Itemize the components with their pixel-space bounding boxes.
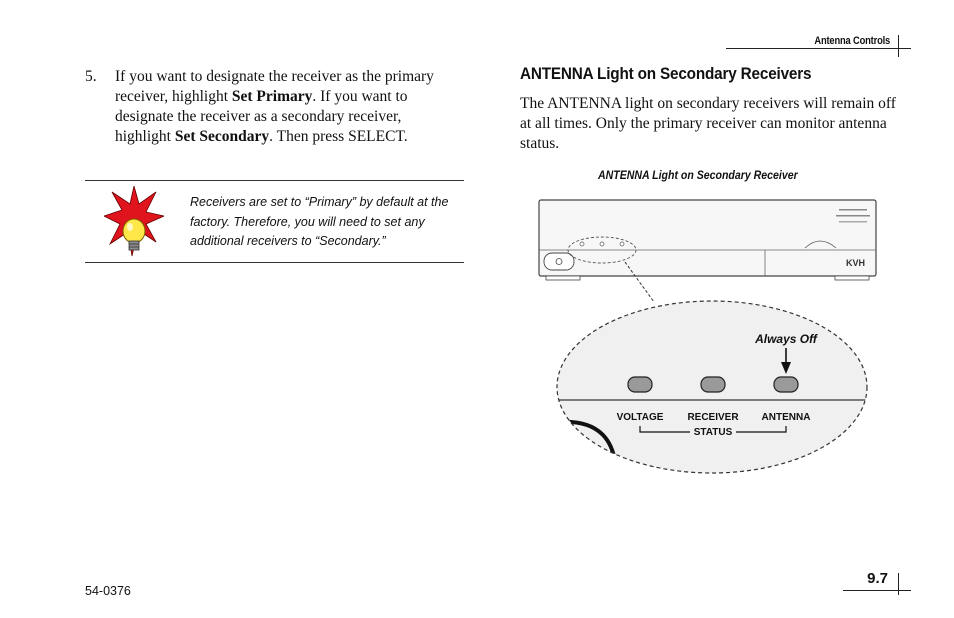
always-off-callout: Always Off (755, 332, 817, 346)
power-button (544, 253, 574, 270)
step-5 (85, 67, 455, 147)
footer-rule (843, 590, 911, 591)
figure-caption: ANTENNA Light on Secondary Receiver (598, 168, 798, 182)
voltage-led (628, 377, 652, 392)
step-text: If you want to designate the receiver as the primary receiver, highlight Set Primary. If you want to designate the receiver as a secondary receiver, highlight Set Secondary. Then press SELECT. (115, 68, 434, 145)
antenna-label: ANTENNA (761, 412, 811, 423)
note-bottom-rule (85, 262, 464, 263)
receiver-led (701, 377, 725, 392)
header-tick (898, 35, 899, 57)
footer-tick (898, 573, 899, 595)
section-body: The ANTENNA light on secondary receivers will remain off at all times. Only the primary receiver can monitor antenna status. (520, 95, 896, 152)
section-heading: ANTENNA Light on Secondary Receivers (520, 64, 812, 83)
lightbulb-icon (104, 186, 164, 263)
voltage-label: VOLTAGE (616, 412, 664, 423)
note-top-rule (85, 180, 464, 181)
receiver-front-panel (539, 200, 876, 280)
note-text: Receivers are set to “Primary” by default at the factory. Therefore, you will need to set any additional receivers to “Secondary.” (190, 195, 449, 248)
header-rule (726, 48, 911, 49)
document-number: 54-0376 (85, 584, 131, 598)
receiver-figure (530, 190, 880, 487)
brand-logo: KVH (845, 258, 865, 268)
receiver-label: RECEIVER (687, 412, 739, 423)
status-label: STATUS (693, 427, 733, 438)
zoom-detail (550, 301, 875, 480)
set-primary-label: Set Primary (231, 88, 313, 105)
antenna-led (774, 377, 798, 392)
step-number: 5. (85, 68, 97, 85)
set-secondary-label: Set Secondary (174, 128, 270, 145)
running-header: Antenna Controls (814, 35, 890, 47)
page-number: 9.7 (867, 570, 888, 587)
